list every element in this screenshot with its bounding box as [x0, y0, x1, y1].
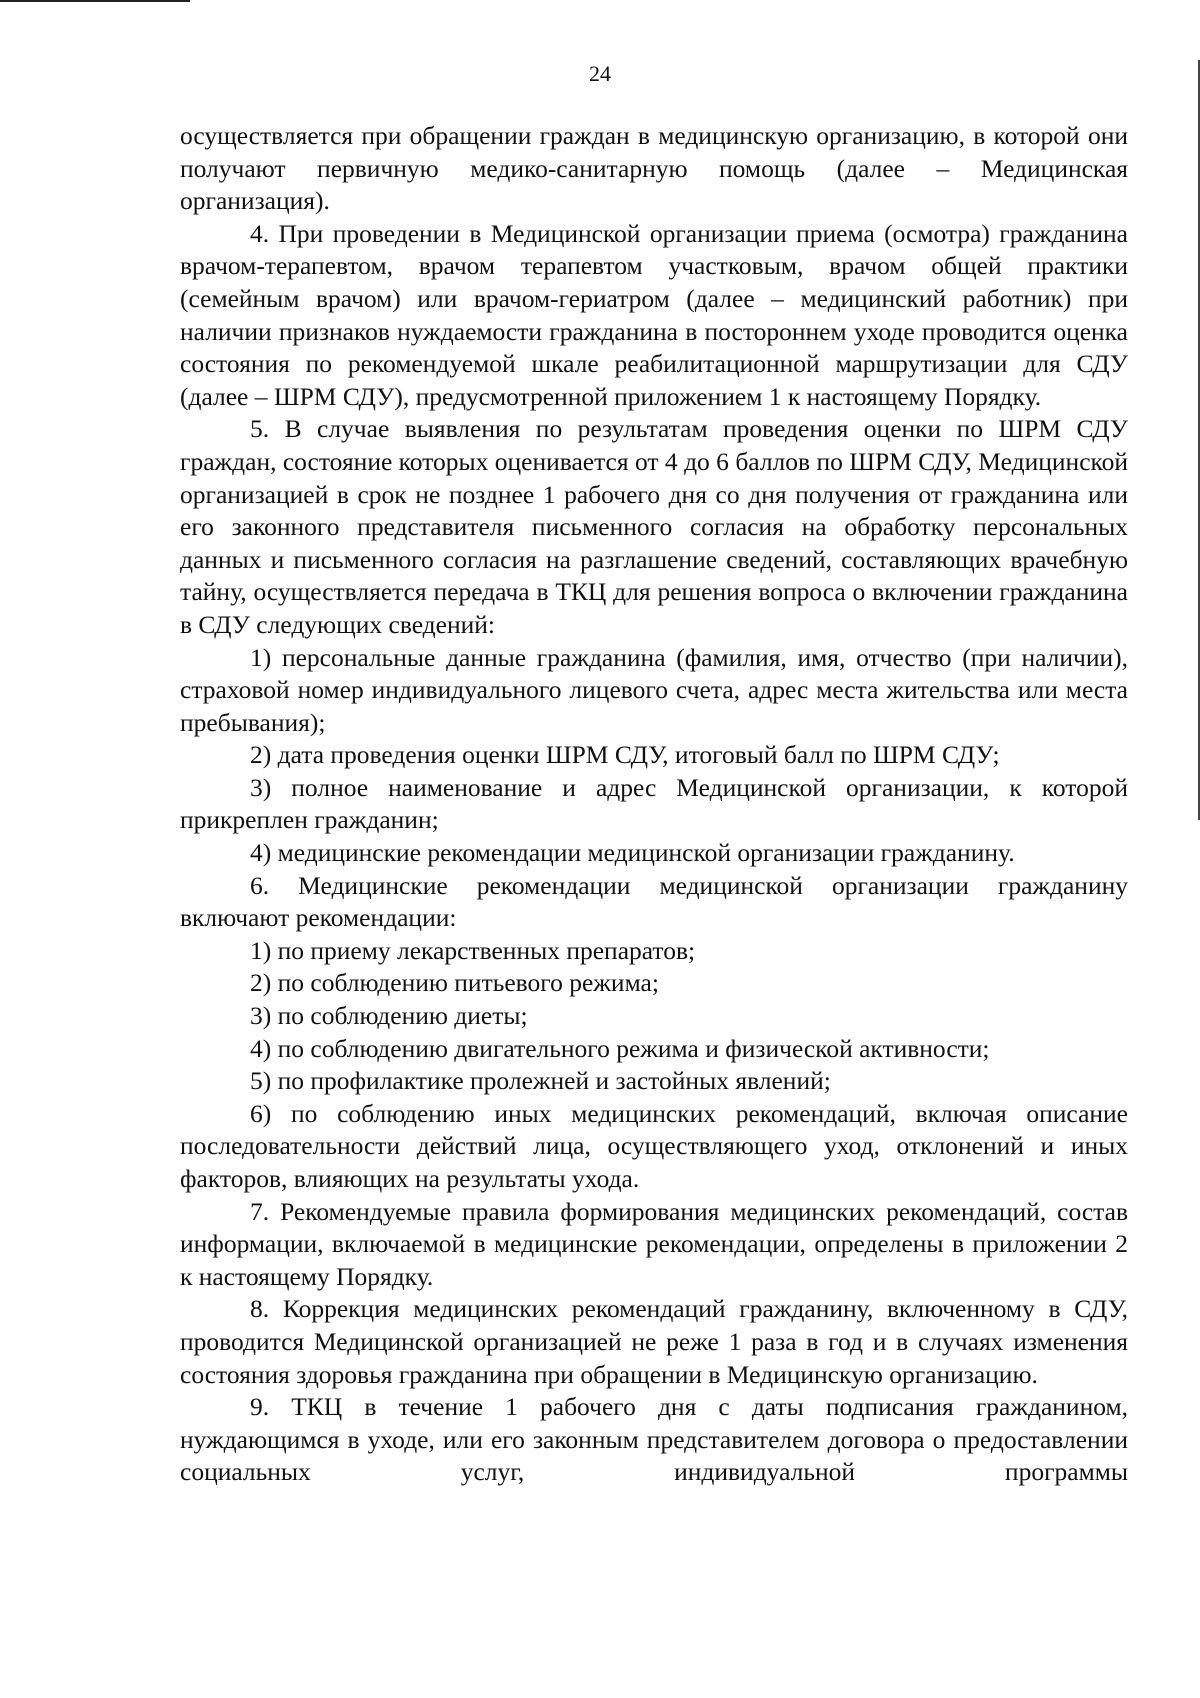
paragraph-item-9: 9. ТКЦ в течение 1 рабочего дня с даты подписания гражданином, нуждающимся в уходе, или его законным представителем договора о предоставлении социальных услуг, индивидуальной программы	[180, 1392, 1128, 1487]
subitem-6-5: 5) по профилактике пролежней и застойных явлений;	[250, 1066, 831, 1096]
paragraph-item-7: 7. Рекомендуемые правила формирования медицинских рекомендаций, состав информации, включаемой в медицинские рекомендации, определены в приложении 2 к настоящему Порядку.	[180, 1196, 1128, 1291]
subitem-5-4: 4) медицинские рекомендации медицинской организации гражданину.	[250, 838, 1015, 868]
subitem-6-1: 1) по приему лекарственных препаратов;	[250, 935, 696, 965]
paragraph-item-4: 4. При проведении в Медицинской организации приема (осмотра) гражданина врачом-терапевтом, врачом терапевтом участковым, врачом общей практики (семейным врачом) или врачом-гериатром (далее – медицинский работник) при наличии признаков нуждаемости гражданина в постороннем уходе проводится оценка состояния по рекомендуемой шкале реабилитационной маршрутизации для СДУ (далее – ШРМ СДУ), предусмотренной приложением 1 к настоящему Порядку.	[180, 218, 1128, 411]
scan-edge-top	[0, 0, 190, 2]
subitem-5-1: 1) персональные данные гражданина (фамилия, имя, отчество (при наличии), страховой номер индивидуального лицевого счета, адрес места жительства или места пребывания);	[180, 642, 1128, 737]
paragraph-continuation: осуществляется при обращении граждан в медицинскую организацию, в которой они получают первичную медико-санитарную помощь (далее – Медицинская организация).	[180, 121, 1128, 216]
paragraph-item-6: 6. Медицинские рекомендации медицинской организации гражданину включают рекомендации:	[180, 870, 1128, 933]
paragraph-item-5: 5. В случае выявления по результатам проведения оценки по ШРМ СДУ граждан, состояние которых оценивается от 4 до 6 баллов по ШРМ СДУ, Медицинской организацией в срок не позднее 1 рабочего дня со дня получения от гражданина или его законного представителя письменного согласия на обработку персональных данных и письменного согласия на разглашение сведений, составляющих врачебную тайну, осуществляется передача в ТКЦ для решения вопроса о включении гражданина в СДУ следующих сведений:	[180, 414, 1128, 639]
subitem-6-6: 6) по соблюдению иных медицинских рекомендаций, включая описание последовательности действий лица, осуществляющего уход, отклонений и иных факторов, влияющих на результаты ухода.	[180, 1098, 1128, 1193]
subitem-5-2: 2) дата проведения оценки ШРМ СДУ, итоговый балл по ШРМ СДУ;	[250, 740, 1000, 770]
subitem-5-3: 3) полное наименование и адрес Медицинской организации, к которой прикреплен гражданин;	[180, 772, 1128, 835]
subitem-6-2: 2) по соблюдению питьевого режима;	[250, 968, 659, 998]
subitem-6-3: 3) по соблюдению диеты;	[250, 1001, 528, 1031]
subitem-6-4: 4) по соблюдению двигательного режима и физической активности;	[250, 1033, 990, 1063]
document-body	[180, 120, 1128, 1489]
page-number: 24	[589, 61, 611, 86]
paragraph-item-8: 8. Коррекция медицинских рекомендаций гражданину, включенному в СДУ, проводится Медицинской организацией не реже 1 раза в год и в случаях изменения состояния здоровья гражданина при обращении в Медицинскую организацию.	[180, 1294, 1128, 1389]
